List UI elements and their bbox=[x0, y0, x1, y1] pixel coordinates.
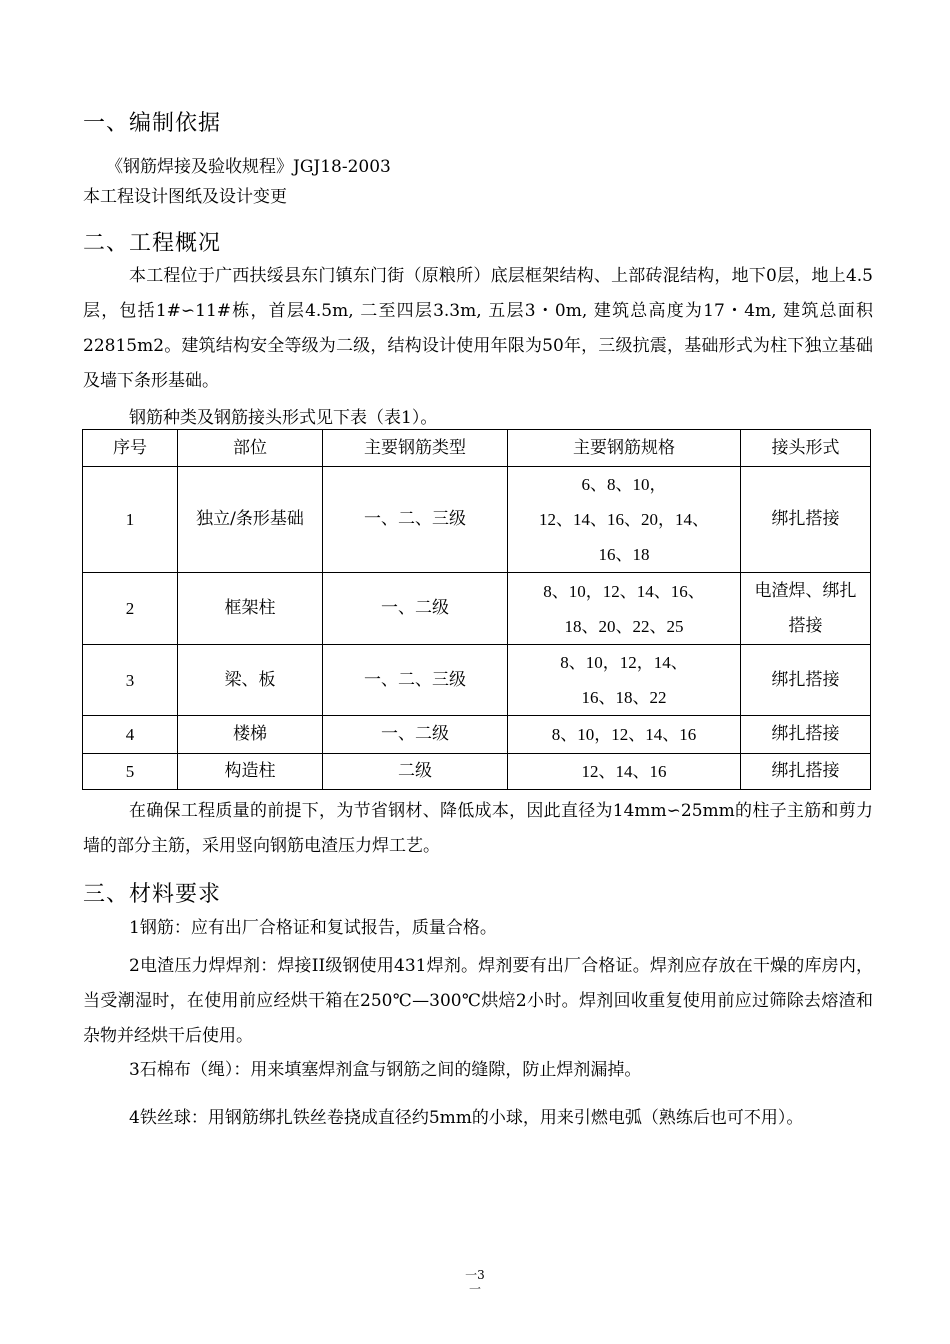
page-footer bbox=[455, 1268, 495, 1296]
header-part: 部位 bbox=[178, 430, 323, 467]
overview-paragraph: 本工程位于广西扶绥县东门镇东门街（原粮所）底层框架结构、上部砖混结构，地下0层，地上4.5层，包括1#∽11#栋，首层4.5m, 二至四层3.3m, 五层3・0m, 建筑总高度为17・4m, 建筑总面积22815m2。建筑结构安全等级为二级，结构设计使用年限为50年，三级抗震，基础形式为柱下独立基础及墙下条形基础。 bbox=[83, 266, 873, 391]
row-spec bbox=[508, 645, 741, 716]
spec-line: 16、18、22 bbox=[581, 688, 667, 707]
spec-line: 8、10，12，14、 bbox=[560, 653, 688, 672]
row-no: 4 bbox=[83, 716, 178, 754]
row-joint: 绑扎搭接 bbox=[741, 716, 871, 754]
header-joint: 接头形式 bbox=[741, 430, 871, 467]
table-row bbox=[83, 573, 871, 645]
rebar-table bbox=[82, 429, 871, 790]
row-type: 一、二级 bbox=[323, 716, 508, 754]
header-type: 主要钢筋类型 bbox=[323, 430, 508, 467]
spec-line: 16、18 bbox=[598, 545, 650, 564]
row-no: 1 bbox=[83, 467, 178, 573]
row-part: 梁、板 bbox=[178, 645, 323, 716]
table-row bbox=[83, 716, 871, 754]
header-spec: 主要钢筋规格 bbox=[508, 430, 741, 467]
row-part: 构造柱 bbox=[178, 754, 323, 790]
after-table-paragraph: 在确保工程质量的前提下，为节省钢材、降低成本，因此直径为14mm∽25mm的柱子主筋和剪力墙的部分主筋，采用竖向钢筋电渣压力焊工艺。 bbox=[83, 801, 873, 856]
material-item-2: 2电渣压力焊焊剂：焊接II级钢使用431焊剂。焊剂要有出厂合格证。焊剂应存放在干燥的库房内，当受潮湿时，在使用前应经烘干箱在250℃—300℃烘焙2小时。焊剂回收重复使用前应过筛除去熔渣和杂物并经烘干后使用。 bbox=[83, 956, 873, 1046]
section1-heading: 一、编制依据 bbox=[83, 111, 222, 136]
material-item-3: 3石棉布（绳）：用来填塞焊剂盒与钢筋之间的缝隙，防止焊剂漏掉。 bbox=[129, 1060, 642, 1080]
row-part: 独立/条形基础 bbox=[178, 467, 323, 573]
row-no: 3 bbox=[83, 645, 178, 716]
row-part: 框架柱 bbox=[178, 573, 323, 645]
section2-heading: 二、工程概况 bbox=[83, 231, 222, 256]
row-type: 一、二、三级 bbox=[323, 645, 508, 716]
row-joint: 绑扎搭接 bbox=[741, 754, 871, 790]
header-no: 序号 bbox=[83, 430, 178, 467]
spec-line: 12、14、16 bbox=[581, 762, 667, 781]
spec-line: 8、10，12、14、16 bbox=[551, 725, 697, 744]
row-joint: 电渣焊、绑扎搭接 bbox=[741, 573, 871, 645]
table-row bbox=[83, 754, 871, 790]
row-spec bbox=[508, 716, 741, 754]
table-row bbox=[83, 467, 871, 573]
row-joint: 绑扎搭接 bbox=[741, 645, 871, 716]
row-part: 楼梯 bbox=[178, 716, 323, 754]
row-joint: 绑扎搭接 bbox=[741, 467, 871, 573]
row-no: 5 bbox=[83, 754, 178, 790]
row-type: 一、二级 bbox=[323, 573, 508, 645]
table-row bbox=[83, 645, 871, 716]
section3-heading: 三、材料要求 bbox=[83, 882, 222, 907]
row-spec bbox=[508, 754, 741, 790]
material-item-4: 4铁丝球：用钢筋绑扎铁丝卷挠成直径约5mm的小球，用来引燃电弧（熟练后也可不用）。 bbox=[129, 1108, 804, 1128]
basis-line-1: 《钢筋焊接及验收规程》JGJ18-2003 bbox=[106, 157, 391, 177]
row-type: 二级 bbox=[323, 754, 508, 790]
row-no: 2 bbox=[83, 573, 178, 645]
table-caption: 钢筋种类及钢筋接头形式见下表（表1）。 bbox=[129, 408, 438, 428]
table-header-row bbox=[83, 430, 871, 467]
page-number: 一3 bbox=[465, 1268, 485, 1282]
spec-line: 12、14、16、20，14、 bbox=[539, 510, 709, 529]
spec-line: 18、20、22、25 bbox=[564, 616, 684, 636]
spec-line: 6、8、10， bbox=[581, 475, 667, 494]
page-footer-sub: 一 bbox=[468, 1282, 481, 1296]
row-spec bbox=[508, 467, 741, 573]
material-item-1: 1钢筋：应有出厂合格证和复试报告，质量合格。 bbox=[129, 918, 497, 938]
row-type: 一、二、三级 bbox=[323, 467, 508, 573]
basis-line-2: 本工程设计图纸及设计变更 bbox=[83, 187, 287, 207]
spec-line: 8、10，12、14、16、 bbox=[543, 581, 705, 601]
row-spec bbox=[508, 573, 741, 645]
